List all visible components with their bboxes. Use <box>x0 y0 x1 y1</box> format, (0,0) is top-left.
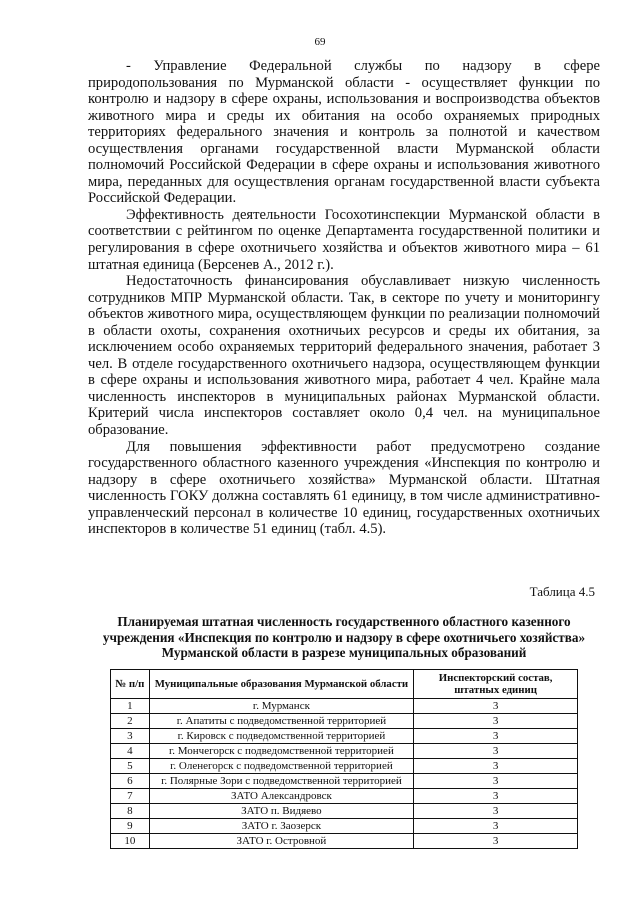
row-number: 8 <box>111 804 150 819</box>
table-body <box>111 699 578 849</box>
table-row <box>111 774 578 789</box>
row-municipality: г. Полярные Зори с подведомственной территорией <box>149 774 414 789</box>
table-row <box>111 744 578 759</box>
row-municipality: г. Мончегорск с подведомственной территорией <box>149 744 414 759</box>
table-row <box>111 789 578 804</box>
header-number: № п/п <box>111 670 150 699</box>
row-inspectors: 3 <box>414 729 578 744</box>
row-municipality: ЗАТО г. Заозерск <box>149 819 414 834</box>
paragraph-2: Эффективность деятельности Госохотинспекции Мурманской области в соответствии с рейтингом по оценке Департамента государственной политики и регулирования в сфере охотничьего хозяйства и объектов животного мира – 61 штатная единица (Берсенев А., 2012 г.). <box>88 206 600 273</box>
page-number: 69 <box>314 36 326 48</box>
row-number: 7 <box>111 789 150 804</box>
row-municipality: г. Кировск с подведомственной территорией <box>149 729 414 744</box>
table-row <box>111 729 578 744</box>
row-municipality: ЗАТО Александровск <box>149 789 414 804</box>
table-header-row <box>111 670 578 699</box>
row-municipality: г. Мурманск <box>149 699 414 714</box>
row-inspectors: 3 <box>414 744 578 759</box>
table-row <box>111 759 578 774</box>
row-number: 6 <box>111 774 150 789</box>
header-municipality: Муниципальные образования Мурманской области <box>149 670 414 699</box>
row-number: 5 <box>111 759 150 774</box>
staffing-table <box>110 669 578 849</box>
row-municipality: г. Апатиты с подведомственной территорией <box>149 714 414 729</box>
row-inspectors: 3 <box>414 759 578 774</box>
row-number: 1 <box>111 699 150 714</box>
row-municipality: г. Оленегорск с подведомственной территорией <box>149 759 414 774</box>
table-row <box>111 714 578 729</box>
row-inspectors: 3 <box>414 819 578 834</box>
table-row <box>111 804 578 819</box>
row-inspectors: 3 <box>414 834 578 849</box>
table-row <box>111 699 578 714</box>
row-inspectors: 3 <box>414 789 578 804</box>
row-number: 4 <box>111 744 150 759</box>
body-text <box>88 58 600 538</box>
row-inspectors: 3 <box>414 714 578 729</box>
paragraph-1: - Управление Федеральной службы по надзору в сфере природопользования по Мурманской области - осуществляет функции по контролю и надзору в сфере охраны, использования и воспроизводства объектов животного мира и среды их обитания на особо охраняемых природных территориях федерального значения и контроль за полнотой и качеством осуществления органами государственной власти Мурманской области полномочий Российской Федерации в сфере охраны и использования животного мира, переданных для осуществления органам государственной власти субъекта Российской Федерации. <box>88 58 600 207</box>
table-row <box>111 834 578 849</box>
paragraph-4: Для повышения эффективности работ предусмотрено создание государственного областного казенного учреждения «Инспекция по контролю и надзору в сфере охотничьего хозяйства» Мурманской области. Штатная численность ГОКУ должна составлять 61 единицу, в том числе административно-управленческий персонал в количестве 10 единиц, государственных охотничьих инспекторов в количестве 51 единиц (табл. 4.5). <box>88 438 600 538</box>
row-number: 10 <box>111 834 150 849</box>
row-number: 2 <box>111 714 150 729</box>
row-number: 9 <box>111 819 150 834</box>
row-number: 3 <box>111 729 150 744</box>
table-row <box>111 819 578 834</box>
row-inspectors: 3 <box>414 804 578 819</box>
header-inspectors: Инспекторский состав, штатных единиц <box>414 670 578 699</box>
row-municipality: ЗАТО г. Островной <box>149 834 414 849</box>
table-title: Планируемая штатная численность государственного областного казенного учреждения «Инспекция по контролю и надзору в сфере охотничьего хозяйства» Мурманской области в разрезе муниципальных образований <box>102 614 586 661</box>
row-inspectors: 3 <box>414 774 578 789</box>
table-label: Таблица 4.5 <box>529 584 595 599</box>
row-municipality: ЗАТО п. Видяево <box>149 804 414 819</box>
row-inspectors: 3 <box>414 699 578 714</box>
paragraph-3: Недостаточность финансирования обуславливает низкую численность сотрудников МПР Мурманской области. Так, в секторе по учету и мониторингу объектов животного мира, осуществляющем функции по реализации полномочий в области охоты, сохранения охотничьих ресурсов и среды их обитания, за исключением особо охраняемых территорий федерального значения, работает 3 чел. В отделе государственного охотничьего надзора, осуществляющем функции в сфере охраны и использования животного мира, работает 4 чел. Крайне мала численность инспекторов в муниципальных районах Мурманской области. Критерий числа инспекторов составляет около 0,4 чел. на муниципальное образование. <box>88 273 600 439</box>
